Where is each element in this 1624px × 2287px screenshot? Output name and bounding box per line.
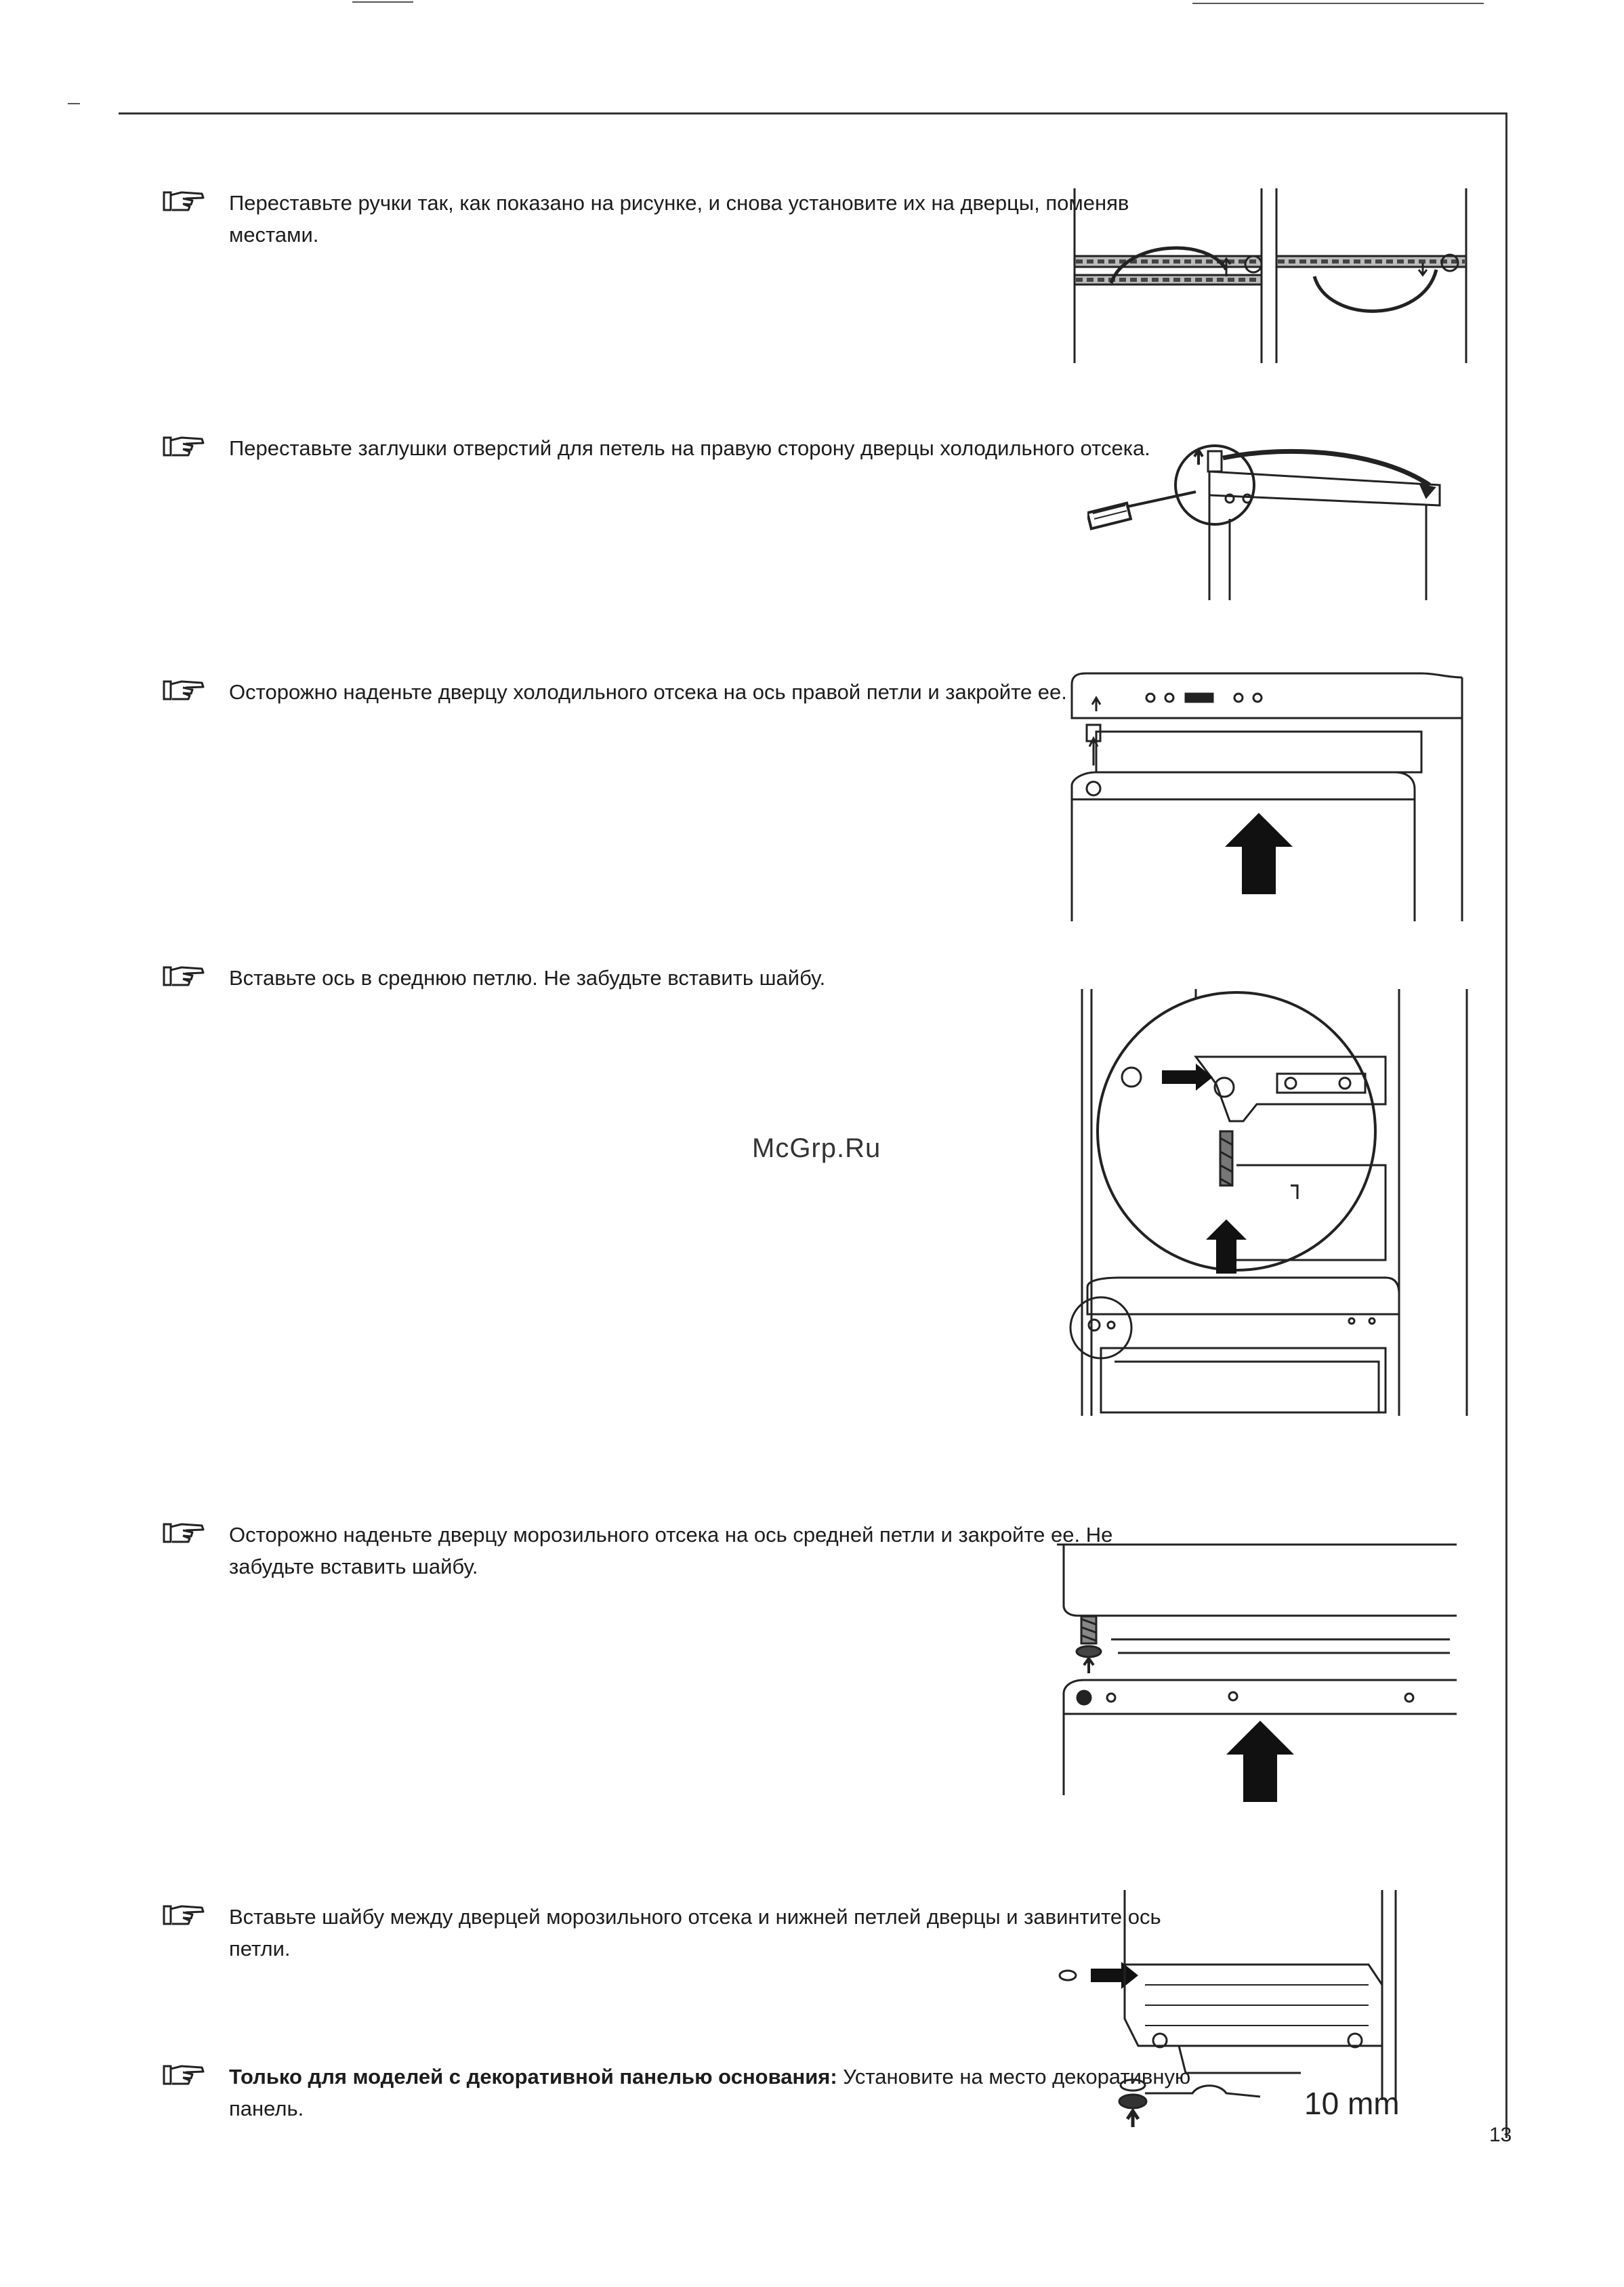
instruction-text: Осторожно наденьте дверцу морозильного отсека на ось средней петли и закройте ее. Не забудьте вставить шайбу. — [229, 1523, 1113, 1578]
pointing-hand-icon — [163, 1520, 207, 1547]
top-rule — [119, 112, 1507, 114]
instruction-text: Переставьте заглушки отверстий для петель на правую сторону дверцы холодильного отсека. — [229, 436, 1150, 460]
instruction-text — [229, 2061, 1191, 2124]
instruction-bold-lead: Только для моделей с декоративной панелью основания: — [229, 2065, 837, 2089]
pointing-hand-icon — [163, 677, 207, 705]
instruction-text-rest: Установите на место декоративную панель. — [229, 2065, 1191, 2120]
instruction-text: Вставьте ось в среднюю петлю. Не забудьте вставить шайбу. — [229, 966, 826, 990]
right-margin-rule — [1505, 112, 1507, 2138]
figure-bottom-hinge — [1057, 1890, 1477, 2134]
wrench-size-label: 10 mm — [1304, 2086, 1400, 2121]
scan-mark — [1192, 3, 1484, 4]
pointing-hand-icon — [163, 1902, 207, 1929]
watermark: McGrp.Ru — [752, 1133, 881, 1163]
figure-middle-hinge — [1060, 989, 1480, 1423]
page-number: 13 — [1489, 2124, 1512, 2146]
figure-handles-swap — [1070, 188, 1477, 364]
instruction-text: Переставьте ручки так, как показано на рисунке, и снова установите их на дверцы, поменяв местами. — [229, 191, 1129, 247]
figure-hole-covers — [1087, 431, 1453, 607]
pointing-hand-icon — [163, 434, 207, 461]
pointing-hand-icon — [163, 963, 207, 990]
figure-fridge-door — [1069, 671, 1476, 928]
instruction-text: Вставьте шайбу между дверцей морозильного отсека и нижней петлей дверцы и завинтите ось петли. — [229, 1905, 1161, 1960]
pointing-hand-icon — [163, 2062, 207, 2089]
instruction-text: Осторожно наденьте дверцу холодильного отсека на ось правой петли и закройте ее. — [229, 680, 1067, 704]
scan-mark — [352, 1, 413, 3]
scan-mark — [68, 103, 80, 104]
pointing-hand-icon — [163, 188, 207, 215]
figure-freezer-door — [1057, 1517, 1463, 1802]
